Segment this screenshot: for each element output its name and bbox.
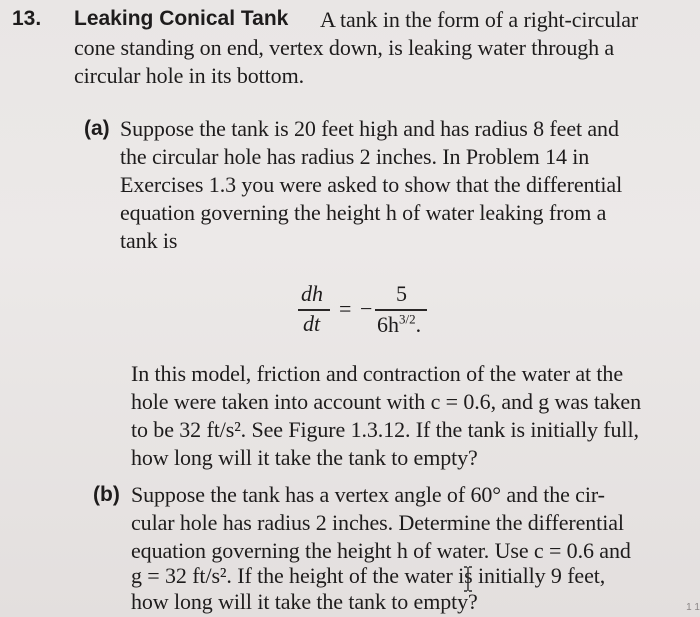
problem-number: 13. [12, 7, 42, 30]
part-a-line: equation governing the height h of water leaking from a [120, 200, 607, 225]
part-a-follow-line: In this model, friction and contraction of the water at the [131, 361, 623, 386]
part-b-line: Suppose the tank has a vertex angle of 60° and the cir- [131, 482, 605, 507]
part-b-line: g = 32 ft/s². If the height of the water is initially 9 feet, [131, 563, 606, 588]
part-b-label: (b) [93, 483, 120, 506]
problem-intro-line: circular hole in its bottom. [74, 63, 304, 88]
part-a-line: the circular hole has radius 2 inches. In Problem 14 in [120, 144, 590, 169]
part-a-line: Suppose the tank is 20 feet high and has radius 8 feet and [120, 116, 619, 141]
part-b-line: how long will it take the tank to empty? [131, 589, 478, 614]
equation-rhs-fraction-bar [375, 309, 427, 311]
equation-equals: = [339, 296, 352, 321]
equation-lhs-numerator: dh [301, 281, 323, 306]
problem-intro-line: A tank in the form of a right-circular [320, 7, 639, 32]
part-b-line: cular hole has radius 2 inches. Determine the differential [131, 510, 624, 535]
equation-rhs-numerator: 5 [396, 281, 407, 306]
part-a-follow-line: how long will it take the tank to empty? [131, 445, 478, 470]
equation-rhs-denominator: $6h^{3/2}$. [377, 311, 422, 337]
equation-minus: − [360, 296, 373, 321]
part-a-label: (a) [84, 117, 110, 140]
part-a-follow-line: hole were taken into account with c = 0.6, and g was taken [131, 389, 641, 414]
problem-title: Leaking Conical Tank [74, 7, 289, 30]
part-b-line: equation governing the height h of water. Use c = 0.6 and [131, 538, 631, 563]
part-a-line: Exercises 1.3 you were asked to show that the differential [120, 172, 623, 197]
text-cursor-icon [463, 566, 473, 592]
part-a-follow-line: to be 32 ft/s². See Figure 1.3.12. If the tank is initially full, [131, 417, 639, 442]
problem-intro-line: cone standing on end, vertex down, is leaking water through a [74, 35, 615, 60]
part-a-line: tank is [120, 228, 178, 253]
equation-lhs-denominator: dt [303, 311, 321, 336]
page-corner-mark: 1 1 [686, 602, 700, 613]
